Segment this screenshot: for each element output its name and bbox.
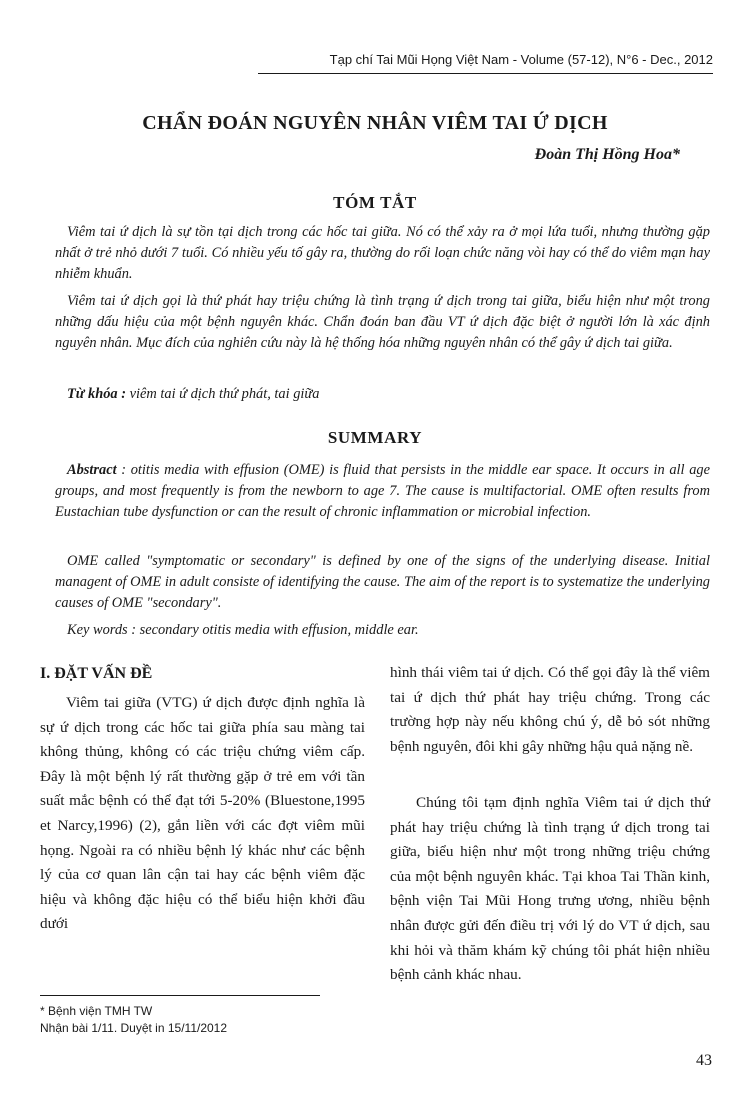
- summary-heading: SUMMARY: [327, 428, 423, 447]
- tomtat-heading: TÓM TẮT: [333, 193, 417, 212]
- right-column-paragraph-2: [390, 791, 710, 988]
- section-heading: I. ĐẶT VẤN ĐỀ: [40, 665, 153, 682]
- author: Đoàn Thị Hồng Hoa*: [534, 146, 680, 163]
- right-column-paragraph-1: [390, 661, 710, 759]
- tomtat-keyword-text: viêm tai ứ dịch thứ phát, tai giữa: [129, 386, 320, 402]
- right-column-text-2: Chúng tôi tạm định nghĩa Viêm tai ứ dịch thứ phát hay triệu chứng là tình trạng ứ dịch trong tai giữa, biểu hiện như một trong những triệu chứng của một bệnh nguyên khác. Tại khoa Tai Thần kinh, bệnh viện Tai Mũi Hong trưng ương, nhiều bệnh nhân được gửi đến điều trị với lý do VT ứ dịch, sau khi hỏi và thăm khám kỹ chúng tôi phát hiện nhiều bệnh cảnh khác nhau.: [390, 794, 710, 984]
- tomtat-p2-text: Viêm tai ứ dịch gọi là thứ phát hay triệu chứng là tình trạng ứ dịch trong tai giữa, biểu hiện như một trong những dấu hiệu của một bệnh nguyên khác. Chẩn đoán ban đầu VT ứ dịch đặc biệt ở người lớn là xác định nguyên nhân. Mục đích của nghiên cứu này là hệ thống hóa những nguyên nhân có thể gây ứ dịch tai giữa.: [55, 293, 710, 351]
- left-column-text: Viêm tai giữa (VTG) ứ dịch được định nghĩa là sự ứ dịch trong các hốc tai giữa phía sau màng tai không thủng, không có các triệu chứng viêm cấp. Đây là một bệnh lý rất thường gặp ở trẻ em với tần suất mắc bệnh có thể đạt tới 5-20% (Bluestone,1995 et Narcy,1996) (2), gắn liền với các đợt viêm mũi họng. Ngoài ra có nhiều bệnh lý khác như các bệnh lý của cơ quan lân cận tai hay các bệnh viêm đặc hiệu và không đặc hiệu có thể biểu hiện khởi đầu dưới: [40, 694, 365, 933]
- summary-p2-text: OME called "symptomatic or secondary" is defined by one of the signs of the underlying disease. Initial managent of OME in adult consiste of identifying the cause. The aim of the report is to systematize the underlying causes of OME "secondary".: [55, 553, 710, 611]
- article-title: CHẨN ĐOÁN NGUYÊN NHÂN VIÊM TAI Ứ DỊCH: [142, 112, 608, 134]
- header-rule: [258, 73, 713, 74]
- footnote-dates: Nhận bài 1/11. Duyệt in 15/11/2012: [40, 1021, 228, 1035]
- left-column-paragraph: [40, 691, 365, 937]
- footnote-affiliation: * Bệnh viện TMH TW: [40, 1004, 153, 1018]
- summary-p1-text: : otitis media with effusion (OME) is fluid that persists in the middle ear space. It occurs in all age groups, and most frequently is from the newborn to age 7. The cause is multifactorial. OME often results from Eustachian tube dysfunction or can the result of chronic inflammation or microbial infection.: [55, 462, 710, 520]
- summary-keywords: [55, 620, 710, 641]
- right-column-text-1: hình thái viêm tai ứ dịch. Có thể gọi đây là thể viêm tai ứ dịch thứ phát hay triệu chứng. Trong các trường hợp này nếu không chú ý, dễ bỏ sót những bệnh nguyên, đôi khi gây những hậu quả nặng nề.: [390, 664, 710, 755]
- tomtat-paragraph-1: [55, 222, 710, 285]
- tomtat-paragraph-2: [55, 291, 710, 354]
- tomtat-keyword-label: Từ khóa :: [67, 386, 126, 402]
- summary-paragraph-1: [55, 460, 710, 523]
- tomtat-keywords: [55, 384, 710, 405]
- abstract-label: Abstract: [67, 462, 117, 478]
- summary-paragraph-2: [55, 551, 710, 614]
- journal-header: Tạp chí Tai Mũi Họng Việt Nam - Volume (57-12), N°6 - Dec., 2012: [329, 52, 713, 67]
- page-number: 43: [696, 1052, 712, 1069]
- tomtat-p1-text: Viêm tai ứ dịch là sự tồn tại dịch trong các hốc tai giữa. Nó có thể xảy ra ở mọi lứa tuổi, nhưng thường gặp nhất ở trẻ nhỏ dưới 7 tuổi. Có nhiều yếu tố gây ra, thường do rối loạn chức năng vòi hay có thể do viêm mạn hay nhiễm khuẩn.: [55, 224, 710, 282]
- footnote-rule: [40, 995, 320, 996]
- summary-keywords-text: Key words : secondary otitis media with effusion, middle ear.: [67, 622, 419, 638]
